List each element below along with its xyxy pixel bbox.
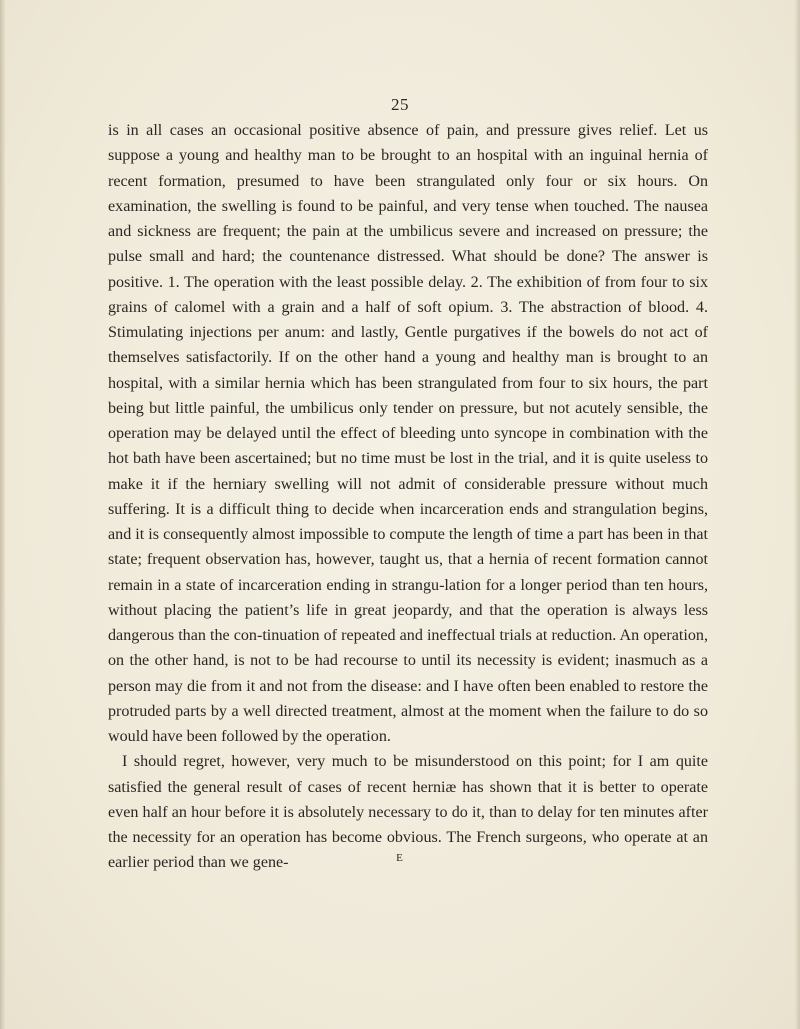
page-right-edge [794,0,800,1029]
paragraph: I should regret, however, very much to be misunderstood on this point; for I am quite satisfied the general result of cases of recent herniæ has shown that it is better to operate even half an hour before it is absolutely necessary to do it, than to delay for ten minutes after the necessity for an operation has become obvious. The French surgeons, who operate at an earlier period than we gene- [108,753,708,872]
body-text [108,118,708,876]
signature-mark: E [396,852,404,864]
paragraph: is in all cases an occasional positive absence of pain, and pressure gives relief. Let us suppose a young and healthy man to be brought to an hospital with an inguinal hernia of recent formation, presumed to have been strangulated only four or six hours. On examination, the swelling is found to be painful, and very tense when touched. The nausea and sickness are frequent; the pain at the umbilicus severe and increased on pressure; the pulse small and hard; the countenance distressed. What should be done? The answer is positive. 1. The operation with the least possible delay. 2. The exhibition of from four to six grains of calomel with a grain and a half of soft opium. 3. The abstraction of blood. 4. Stimulating injections per anum: and lastly, Gentle purgatives if the bowels do not act of themselves satisfactorily. If on the other hand a young and healthy man is brought to an hospital, with a similar hernia which has been strangulated from four to six hours, the part being but little painful, the umbilicus only tender on pressure, but not acutely sensible, the operation may be delayed until the effect of bleeding unto syncope in combination with the hot bath have been ascertained; but no time must be lost in the trial, and it is quite useless to make it if the herniary swelling will not admit of considerable pressure without much suffering. It is a difficult thing to decide when incarceration ends and strangulation begins, and it is consequently almost impossible to compute the length of time a part has been in that state; frequent observation has, however, taught us, that a hernia of recent formation cannot remain in a state of incarceration ending in strangu-lation for a longer period than ten hours, without placing the patient’s life in great jeopardy, and that the operation is always less dangerous than the con-tinuation of repeated and ineffectual trials at reduction. An operation, on the other hand, is not to be had recourse to until its necessity is evident; inasmuch as a person may die from it and not from the disease: and I have often been enabled to restore the protruded parts by a well directed treatment, almost at the moment when the failure to do so would have been followed by the operation. [108,122,708,745]
page-left-edge [0,0,5,1029]
page-number: 25 [391,95,409,114]
